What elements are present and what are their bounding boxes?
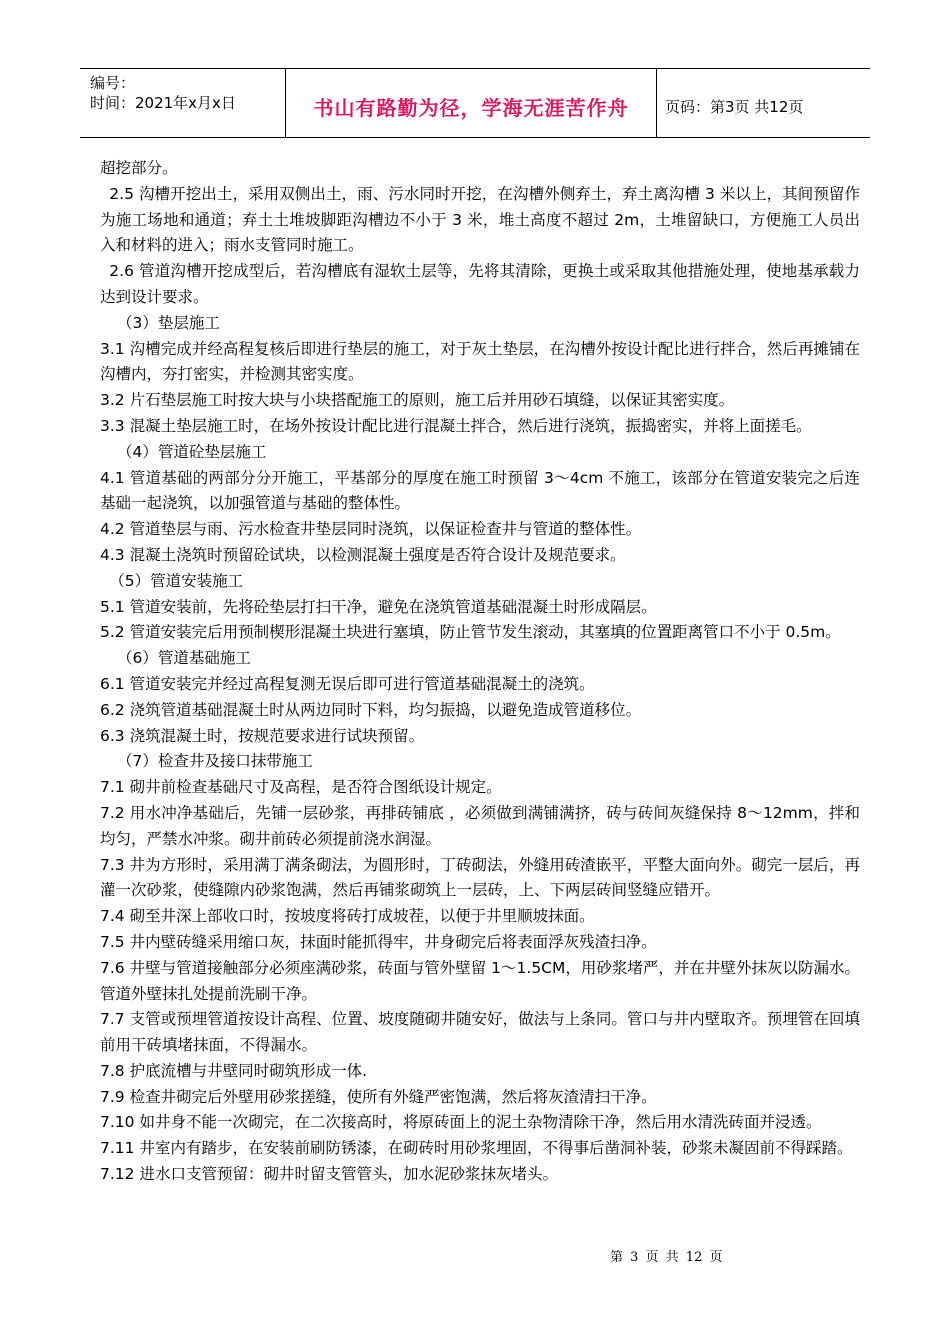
header-page-cell bbox=[657, 69, 870, 137]
paragraph: （3）垫层施工 bbox=[117, 313, 220, 332]
paragraph: 7.10 如井身不能一次砌完，在二次接高时，将原砖面上的泥土杂物清除干净，然后用水清洗砖面并浸透。 bbox=[100, 1113, 822, 1132]
paragraph: 7.3 井为方形时，采用满丁满条砌法，为圆形时，丁砖砌法，外缝用砖渣嵌平，平整大面向外。砌完一层后，再灌一次砂浆，使缝隙内砂浆饱满，然后再铺浆砌筑上一层砖，上、下两层砖间竖缝应错开。 bbox=[100, 855, 860, 900]
paragraph: 5.1 管道安装前，先将砼垫层打扫干净，避免在浇筑管道基础混凝土时形成隔层。 bbox=[100, 597, 657, 616]
paragraph: 7.12 进水口支管预留：砌井时留支管管头，加水泥砂浆抹灰堵头。 bbox=[100, 1165, 558, 1184]
number-label: 编号： bbox=[90, 74, 136, 92]
page-info: 页码：第3页 共12页 bbox=[665, 97, 804, 116]
paragraph: 超挖部分。 bbox=[100, 159, 178, 177]
paragraph: 7.8 护底流槽与井壁同时砌筑形成一体. bbox=[100, 1061, 368, 1080]
paragraph: 7.6 井壁与管道接触部分必须座满砂浆，砖面与管外壁留 1～1.5CM，用砂浆堵严，并在井壁外抹灰以防漏水。管道外壁抹扎处提前洗刷干净。 bbox=[100, 958, 860, 1003]
paragraph: 4.1 管道基础的两部分分开施工，平基部分的厚度在施工时预留 3～4cm 不施工，该部分在管道安装完之后连基础一起浇筑，以加强管道与基础的整体性。 bbox=[100, 468, 860, 513]
paragraph: 4.3 混凝土浇筑时预留砼试块，以检测混凝土强度是否符合设计及规范要求。 bbox=[100, 545, 626, 564]
paragraph: 3.1 沟槽完成并经高程复核后即进行垫层的施工，对于灰土垫层，在沟槽外按设计配比进行拌合，然后再摊铺在沟槽内，夯打密实，并检测其密实度。 bbox=[100, 339, 860, 384]
paragraph: 7.1 砌井前检查基础尺寸及高程，是否符合图纸设计规定。 bbox=[100, 778, 502, 797]
paragraph: 7.2 用水冲净基础后，先铺一层砂浆，再排砖铺底 ，必须做到满铺满挤，砖与砖间灰缝保持 8～12mm，拌和均匀，严禁水冲浆。砌井前砖必须提前浇水润湿。 bbox=[100, 803, 860, 848]
paragraph: 7.7 支管或预埋管道按设计高程、位置、坡度随砌井随安好，做法与上条同。管口与井内壁取齐。预埋管在回填前用干砖填堵抹面，不得漏水。 bbox=[100, 1010, 860, 1055]
time-label: 时间：2021年x月x日 bbox=[90, 94, 236, 112]
page-footer bbox=[610, 1246, 722, 1265]
paragraph: 3.3 混凝土垫层施工时，在场外按设计配比进行混凝土拌合，然后进行浇筑，振捣密实，并将上面搓毛。 bbox=[100, 416, 812, 435]
footer-page-number: 第 3 页 共 12 页 bbox=[610, 1250, 723, 1265]
paragraph: 7.4 砌至井深上部收口时，按坡度将砖打成坡茬，以便于井里顺坡抹面。 bbox=[100, 907, 595, 926]
page-header bbox=[80, 68, 870, 138]
paragraph: （5）管道安装施工 bbox=[109, 571, 244, 590]
paragraph: 7.11 井室内有踏步，在安装前刷防锈漆，在砌砖时用砂浆埋固，不得事后凿洞补装，砂浆未凝固前不得踩踏。 bbox=[100, 1139, 853, 1158]
paragraph: （6）管道基础施工 bbox=[117, 649, 251, 668]
paragraph: 7.5 井内壁砖缝采用缩口灰，抹面时能抓得牢，井身砌完后将表面浮灰残渣扫净。 bbox=[100, 932, 657, 951]
header-motto-cell bbox=[285, 69, 657, 137]
paragraph: 6.2 浇筑管道基础混凝土时从两边同时下料，均匀振捣，以避免造成管道移位。 bbox=[100, 700, 642, 719]
header-left-cell bbox=[80, 69, 285, 137]
paragraph: （7）检查井及接口抹带施工 bbox=[117, 752, 313, 771]
paragraph: 4.2 管道垫层与雨、污水检查井垫层同时浇筑，以保证检查井与管道的整体性。 bbox=[100, 520, 642, 539]
paragraph: 2.5 沟槽开挖出土，采用双侧出土，雨、污水同时开挖，在沟槽外侧弃土，弃土离沟槽 3 米以上，其间预留作为施工场地和通道；弃土土堆坡脚距沟槽边不小于 3 米，堆土高度不超过 2m，土堆留缺口，方便施工人员出入和材料的进入；雨水支管同时施工。 bbox=[100, 184, 860, 255]
paragraph: （4）管道砼垫层施工 bbox=[117, 442, 267, 461]
paragraph: 2.6 管道沟槽开挖成型后，若沟槽底有湿软土层等，先将其清除，更换土或采取其他措施处理，使地基承载力达到设计要求。 bbox=[100, 262, 860, 306]
paragraph: 7.9 检查井砌完后外壁用砂浆搓缝，使所有外缝严密饱满，然后将灰渣清扫干净。 bbox=[100, 1087, 657, 1106]
document-body bbox=[100, 156, 860, 1188]
paragraph: 5.2 管道安装完后用预制楔形混凝土块进行塞填，防止管节发生滚动，其塞填的位置距离管口不小于 0.5m。 bbox=[100, 623, 841, 642]
paragraph: 6.3 浇筑混凝土时，按规范要求进行试块预留。 bbox=[100, 726, 425, 745]
paragraph: 6.1 管道安装完并经过高程复测无误后即可进行管道基础混凝土的浇筑。 bbox=[100, 674, 595, 693]
motto: 书山有路勤为径，学海无涯苦作舟 bbox=[313, 95, 629, 120]
paragraph: 3.2 片石垫层施工时按大块与小块搭配施工的原则，施工后并用砂石填缝，以保证其密实度。 bbox=[100, 391, 735, 410]
